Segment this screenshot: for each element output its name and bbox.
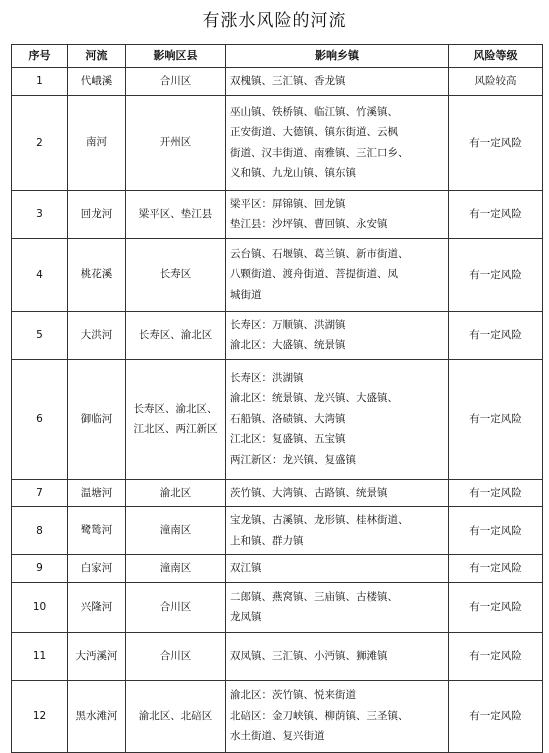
table-row — [12, 311, 543, 359]
town-line: 石船镇、洛碛镇、大湾镇 — [230, 412, 346, 425]
affected-towns — [226, 680, 449, 752]
affected-towns — [226, 68, 449, 96]
header-towns: 影响乡镇 — [226, 45, 449, 68]
table-row — [12, 555, 543, 583]
risk-level: 有一定风险 — [449, 632, 543, 680]
town-line: 云台镇、石堰镇、葛兰镇、新市街道、 — [230, 247, 409, 260]
row-number: 3 — [12, 190, 68, 238]
town-line: 双江镇 — [230, 562, 262, 574]
header-river: 河流 — [68, 45, 126, 68]
table-header-row — [12, 45, 543, 68]
river-name: 黑水滩河 — [68, 680, 126, 752]
town-line: 两江新区：龙兴镇、复盛镇 — [230, 453, 356, 466]
town-line: 城街道 — [230, 288, 262, 301]
risk-level: 有一定风险 — [449, 238, 543, 311]
town-line: 水土街道、复兴街道 — [230, 730, 325, 743]
town-line: 义和镇、九龙山镇、镇东镇 — [230, 167, 356, 179]
row-number: 10 — [12, 582, 68, 632]
row-number: 5 — [12, 311, 68, 359]
town-line: 巫山镇、铁桥镇、临江镇、竹溪镇、 — [230, 105, 398, 118]
row-number: 9 — [12, 555, 68, 583]
table-row — [12, 479, 543, 507]
river-name: 大洪河 — [68, 311, 126, 359]
table-row — [12, 190, 543, 238]
town-line: 正安街道、大德镇、镇东街道、云枫 — [230, 126, 398, 138]
table-row — [12, 238, 543, 311]
town-line: 街道、汉丰街道、南雅镇、三汇口乡、 — [230, 146, 409, 159]
affected-towns — [226, 359, 449, 479]
header-risk: 风险等级 — [449, 45, 543, 68]
table-row — [12, 95, 543, 190]
affected-district: 长寿区、渝北区 — [126, 311, 226, 359]
risk-level: 有一定风险 — [449, 359, 543, 479]
risk-level: 有一定风险 — [449, 555, 543, 583]
town-line: 渝北区：茨竹镇、悦来街道 — [230, 689, 356, 702]
affected-towns — [226, 95, 449, 190]
affected-towns — [226, 311, 449, 359]
river-name: 大沔溪河 — [68, 632, 126, 680]
affected-district: 渝北区 — [126, 479, 226, 507]
risk-level: 有一定风险 — [449, 479, 543, 507]
affected-district: 合川区 — [126, 68, 226, 96]
river-risk-table — [11, 44, 543, 753]
town-line: 宝龙镇、古溪镇、龙形镇、桂林街道、 — [230, 514, 409, 526]
affected-district: 开州区 — [126, 95, 226, 190]
table-row — [12, 68, 543, 96]
town-line: 二郎镇、燕窝镇、三庙镇、古楼镇、 — [230, 590, 398, 603]
town-line: 龙凤镇 — [230, 611, 262, 623]
river-name: 白家河 — [68, 555, 126, 583]
risk-level: 有一定风险 — [449, 190, 543, 238]
affected-towns — [226, 190, 449, 238]
row-number: 7 — [12, 479, 68, 507]
town-line: 长寿区：万顺镇、洪湖镇 — [230, 318, 346, 331]
river-name: 南河 — [68, 95, 126, 190]
affected-district: 合川区 — [126, 582, 226, 632]
affected-towns — [226, 632, 449, 680]
table-row — [12, 632, 543, 680]
risk-level: 风险较高 — [449, 68, 543, 96]
affected-district: 梁平区、垫江县 — [126, 190, 226, 238]
town-line: 双槐镇、三汇镇、香龙镇 — [230, 75, 346, 87]
affected-district: 长寿区 — [126, 238, 226, 311]
row-number: 1 — [12, 68, 68, 96]
river-name: 桃花溪 — [68, 238, 126, 311]
row-number: 6 — [12, 359, 68, 479]
affected-district: 潼南区 — [126, 507, 226, 555]
risk-level: 有一定风险 — [449, 582, 543, 632]
affected-towns — [226, 507, 449, 555]
header-district: 影响区县 — [126, 45, 226, 68]
river-name: 代峨溪 — [68, 68, 126, 96]
affected-towns — [226, 555, 449, 583]
affected-towns — [226, 479, 449, 507]
risk-level: 有一定风险 — [449, 311, 543, 359]
row-number: 8 — [12, 507, 68, 555]
town-line: 梁平区：屏锦镇、回龙镇 — [230, 197, 346, 210]
affected-district: 长寿区、渝北区、江北区、两江新区 — [126, 359, 226, 479]
town-line: 北碚区：金刀峡镇、柳荫镇、三圣镇、 — [230, 709, 409, 722]
affected-district: 潼南区 — [126, 555, 226, 583]
town-line: 垫江县：沙坪镇、曹回镇、永安镇 — [230, 218, 388, 230]
risk-level: 有一定风险 — [449, 680, 543, 752]
risk-level: 有一定风险 — [449, 507, 543, 555]
river-name: 温塘河 — [68, 479, 126, 507]
table-row — [12, 507, 543, 555]
affected-district: 渝北区、北碚区 — [126, 680, 226, 752]
affected-district: 合川区 — [126, 632, 226, 680]
river-name: 鹭鸶河 — [68, 507, 126, 555]
affected-towns — [226, 238, 449, 311]
town-line: 渝北区：大盛镇、统景镇 — [230, 339, 346, 351]
town-line: 上和镇、群力镇 — [230, 534, 304, 547]
table-row — [12, 359, 543, 479]
town-line: 江北区：复盛镇、五宝镇 — [230, 433, 346, 446]
town-line: 渝北区：统景镇、龙兴镇、大盛镇、 — [230, 392, 398, 405]
header-no: 序号 — [12, 45, 68, 68]
row-number: 12 — [12, 680, 68, 752]
risk-level: 有一定风险 — [449, 95, 543, 190]
town-line: 八颗街道、渡舟街道、菩提街道、凤 — [230, 268, 398, 281]
river-name: 回龙河 — [68, 190, 126, 238]
town-line: 茨竹镇、大湾镇、古路镇、统景镇 — [230, 486, 388, 499]
row-number: 11 — [12, 632, 68, 680]
page-title: 有涨水风险的河流 — [202, 11, 347, 31]
row-number: 2 — [12, 95, 68, 190]
row-number: 4 — [12, 238, 68, 311]
river-name: 兴隆河 — [68, 582, 126, 632]
town-line: 长寿区：洪湖镇 — [230, 371, 304, 384]
town-line: 双凤镇、三汇镇、小沔镇、狮滩镇 — [230, 649, 388, 662]
table-row — [12, 680, 543, 752]
affected-towns — [226, 582, 449, 632]
river-name: 御临河 — [68, 359, 126, 479]
table-row — [12, 582, 543, 632]
